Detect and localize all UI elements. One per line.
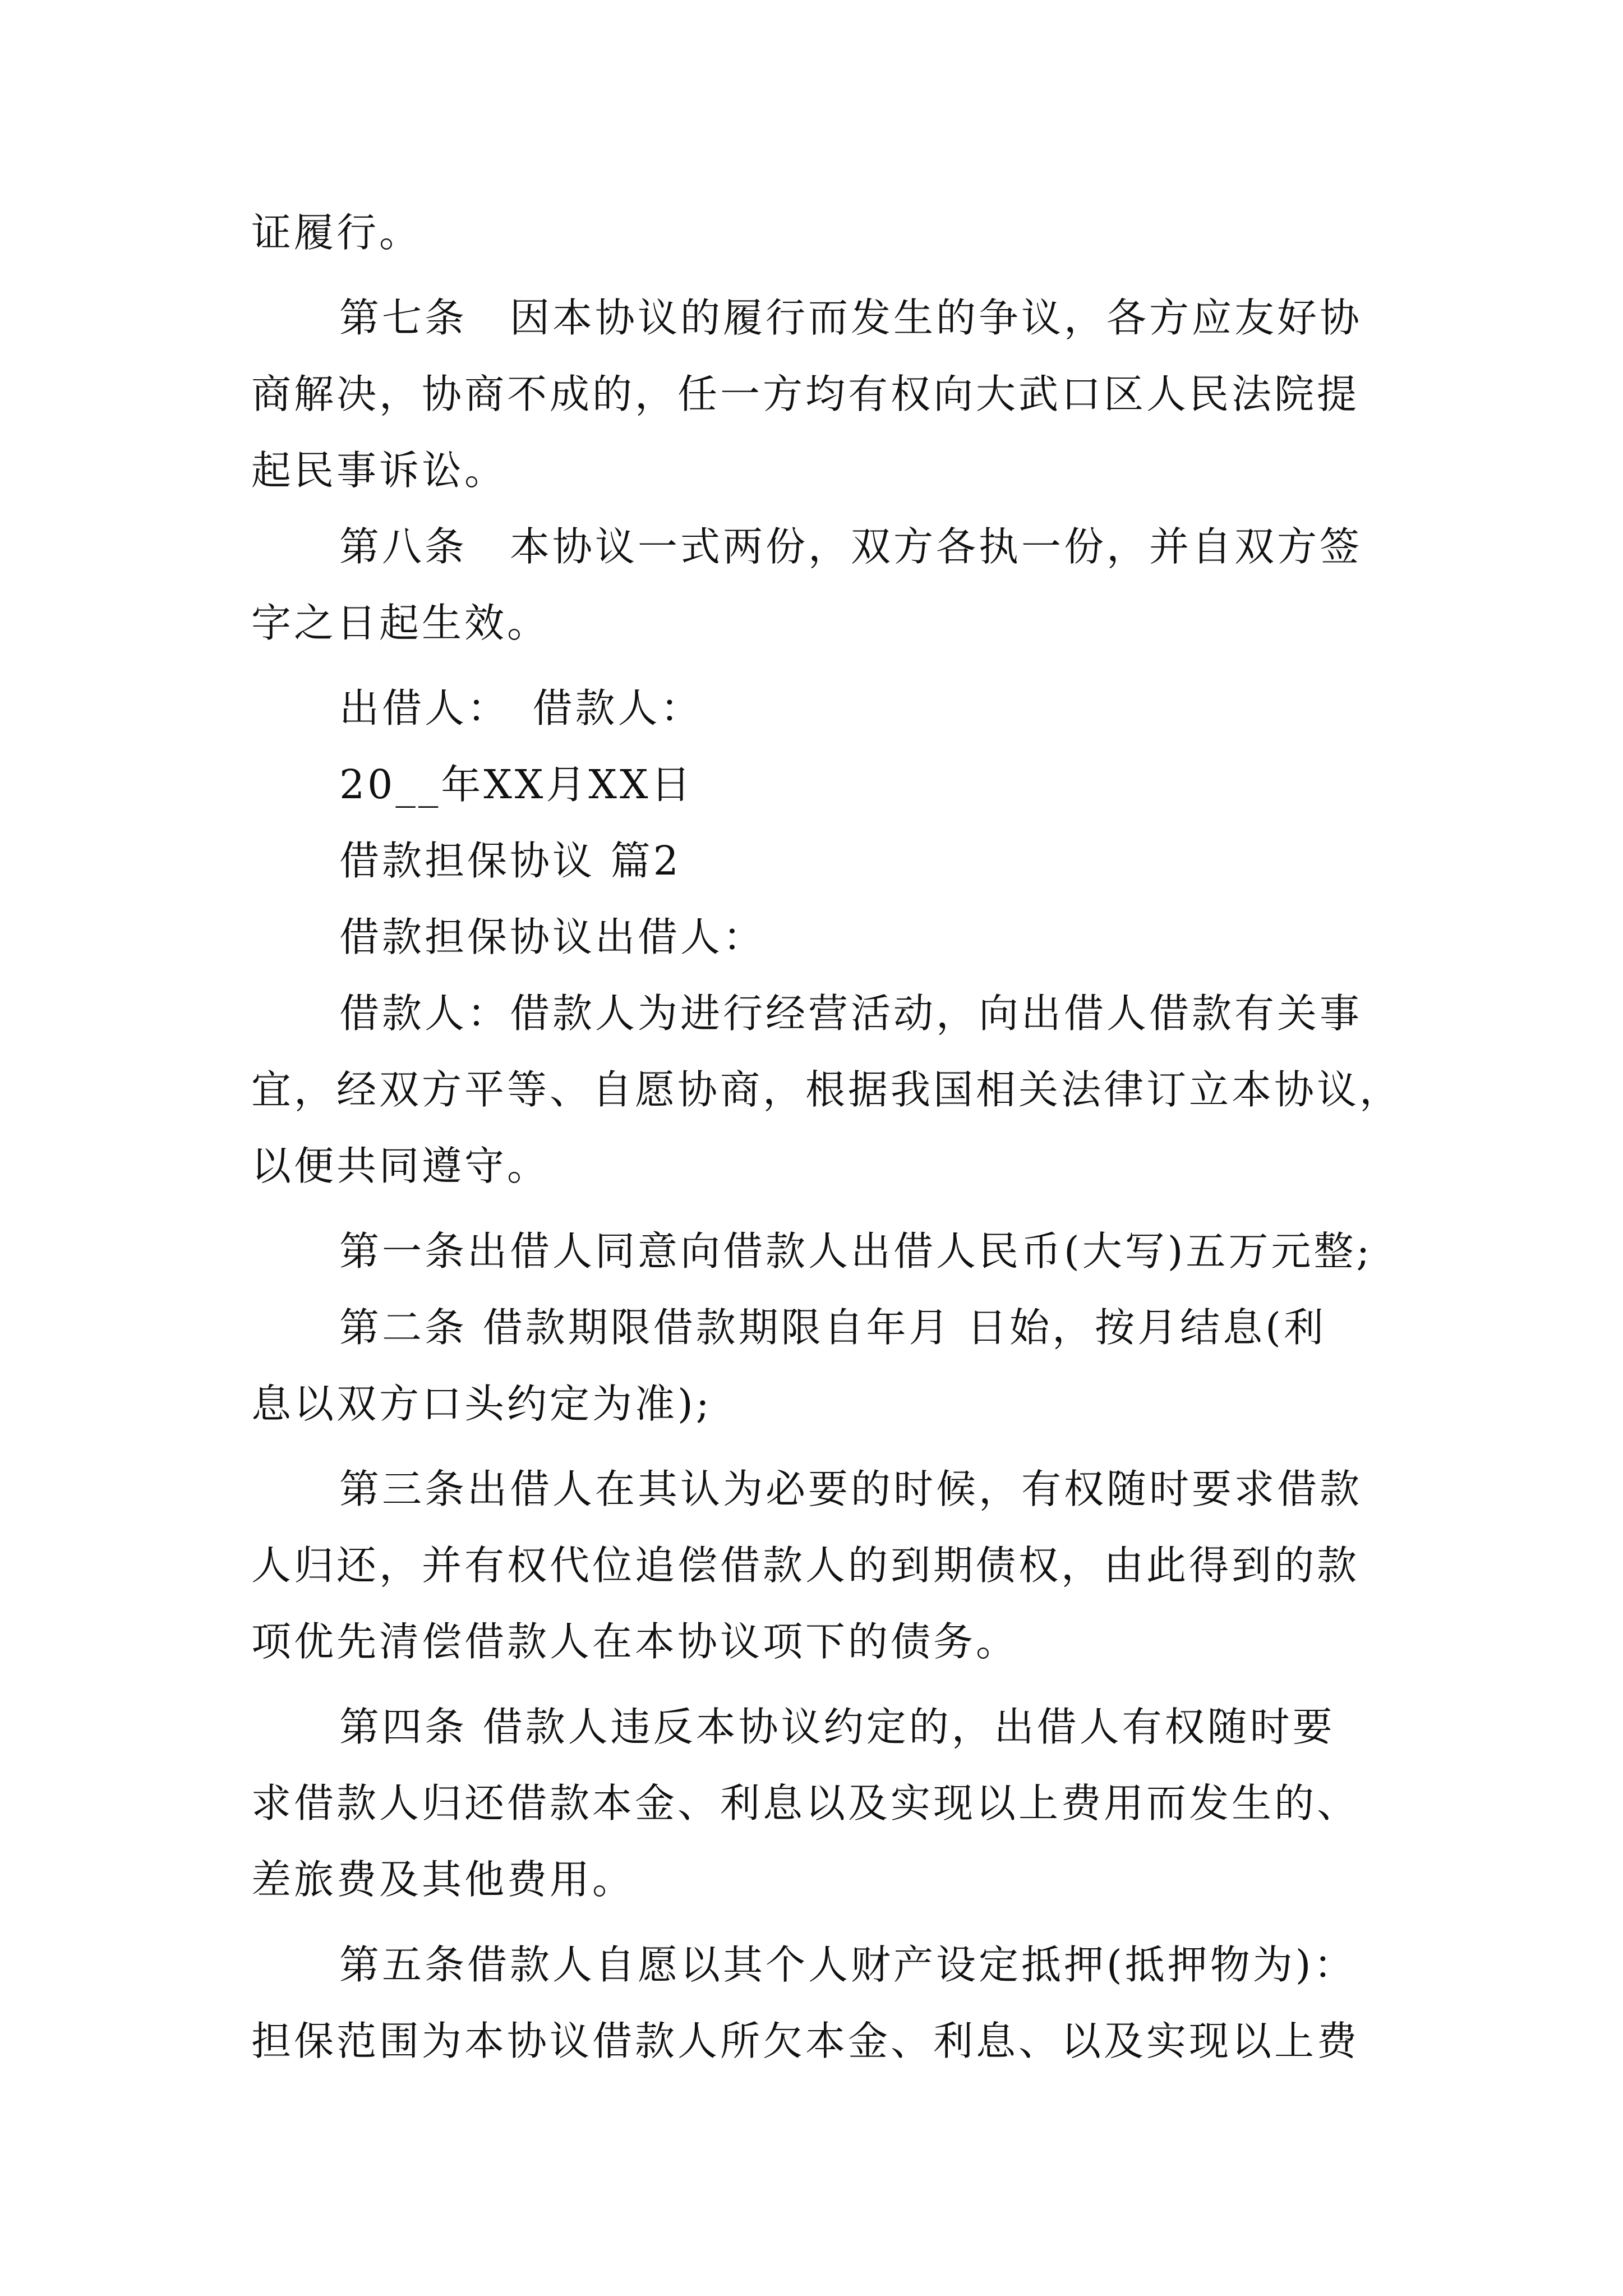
text-line: 人归还，并有权代位追偿借款人的到期债权，由此得到的款 xyxy=(251,1542,1360,1589)
text-line: 借款担保协议出借人： xyxy=(339,914,766,960)
text-line: 第七条 因本协议的履行而发生的争议，各方应友好协 xyxy=(339,295,1363,341)
text-line: 起民事诉讼。 xyxy=(251,447,508,494)
text-line: 第八条 本协议一式两份，双方各执一份，并自双方签 xyxy=(339,523,1363,570)
text-line: 第二条 借款期限借款期限自年月 日始，按月结息(利 xyxy=(339,1304,1326,1351)
text-line: 项优先清偿借款人在本协议项下的债务。 xyxy=(251,1618,1019,1665)
text-line: 第四条 借款人违反本协议约定的，出借人有权随时要 xyxy=(339,1704,1335,1750)
text-line: 借款担保协议 篇2 xyxy=(339,838,681,884)
text-line: 证履行。 xyxy=(251,209,422,256)
text-line: 第一条出借人同意向借款人出借人民币(大写)五万元整; xyxy=(339,1228,1373,1274)
text-line: 借款人：借款人为进行经营活动，向出借人借款有关事 xyxy=(339,990,1363,1037)
text-line: 求借款人归还借款本金、利息以及实现以上费用而发生的、 xyxy=(251,1780,1360,1826)
text-line: 息以双方口头约定为准); xyxy=(251,1381,712,1427)
text-line: 差旅费及其他费用。 xyxy=(251,1856,635,1903)
text-line: 第五条借款人自愿以其个人财产设定抵押(抵押物为)： xyxy=(339,1941,1357,1988)
text-line: 以便共同遵守。 xyxy=(251,1143,550,1189)
text-line: 商解决，协商不成的，任一方均有权向大武口区人民法院提 xyxy=(251,371,1360,417)
text-line: 第三条出借人在其认为必要的时候，有权随时要求借款 xyxy=(339,1466,1363,1512)
text-line: 出借人： 借款人： xyxy=(339,685,703,731)
text-line: 字之日起生效。 xyxy=(251,600,550,646)
text-line: 宜，经双方平等、自愿协商，根据我国相关法律订立本协议， xyxy=(251,1066,1403,1113)
text-line: 20__年XX月XX日 xyxy=(339,761,694,808)
text-line: 担保范围为本协议借款人所欠本金、利息、以及实现以上费 xyxy=(251,2018,1360,2064)
